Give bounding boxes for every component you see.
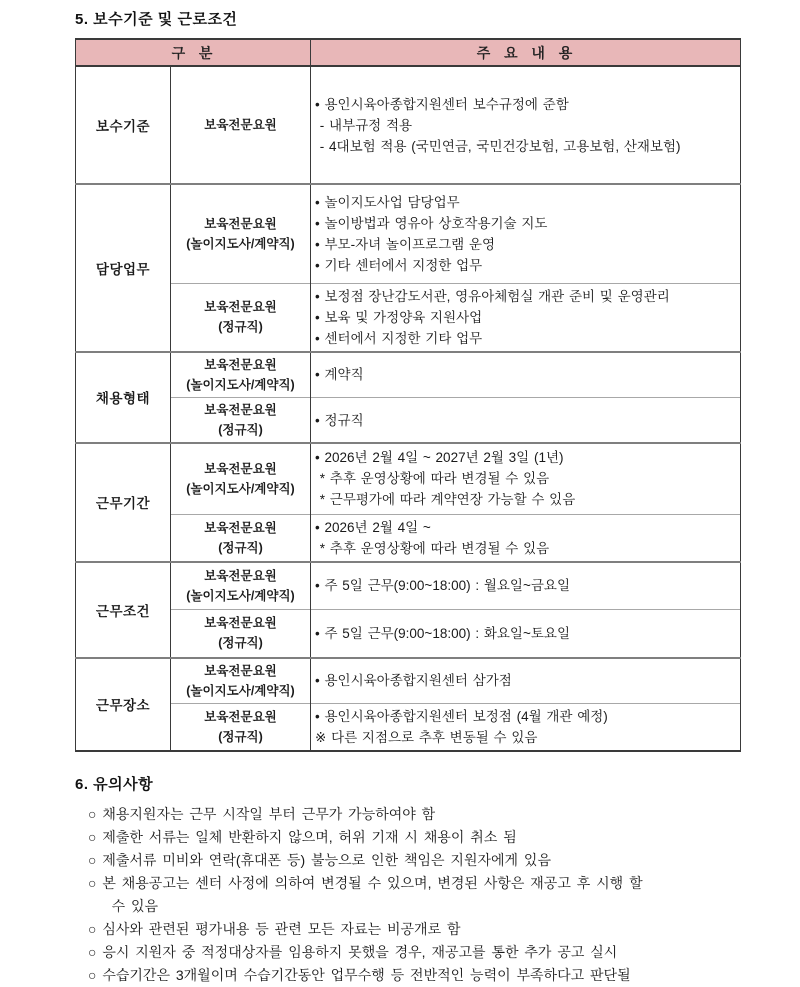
section-title-compensation: 5. 보수기준 및 근로조건 (75, 11, 238, 28)
role-cell (171, 562, 311, 610)
category-cell: 근무장소 (76, 658, 171, 752)
content-cell (311, 352, 741, 398)
content-cell (311, 283, 741, 352)
content-line: • 기타 센터에서 지정한 업무 (315, 257, 483, 273)
category-cell: 보수기준 (76, 66, 171, 184)
role-cell (171, 704, 311, 752)
notes-section (75, 773, 740, 987)
content-cell (311, 66, 741, 184)
notes-list (75, 803, 740, 987)
content-line: • 보육 및 가정양육 지원사업 (315, 309, 483, 325)
compensation-conditions-table (75, 38, 741, 752)
role-cell (171, 443, 311, 514)
role-line: (놀이지도사/계약직) (186, 377, 295, 392)
note-item: ○ 채용지원자는 근무 시작일 부터 근무가 가능하여야 함 (88, 806, 436, 822)
content-line: * 근무평가에 따라 계약연장 가능할 수 있음 (315, 492, 576, 508)
note-item: ○ 제출한 서류는 일체 반환하지 않으며, 허위 기재 시 채용이 취소 됨 (88, 829, 517, 845)
role-line: (정규직) (218, 320, 263, 334)
content-line: • 정규직 (315, 412, 364, 428)
table-header-category: 구 분 (76, 39, 311, 66)
role-line: (놀이지도사/계약직) (186, 481, 295, 496)
role-line: (정규직) (218, 423, 263, 437)
role-line: (놀이지도사/계약직) (186, 683, 295, 698)
section-title-notes: 6. 유의사항 (75, 776, 154, 793)
content-cell (311, 443, 741, 514)
table-header-content: 주 요 내 용 (311, 39, 741, 66)
role-line: 보육전문요원 (204, 216, 277, 231)
content-cell (311, 704, 741, 752)
content-line: • 2026년 2월 4일 ~ 2027년 2월 3일 (1년) (315, 450, 564, 466)
content-cell (311, 184, 741, 283)
role-cell (171, 658, 311, 704)
role-line: (정규직) (218, 540, 263, 555)
role-cell (171, 610, 311, 658)
note-item: ○ 본 채용공고는 센터 사정에 의하여 변경될 수 있으며, 변경된 사항은 재공고 후 시행 할 (88, 875, 643, 891)
note-item: ○ 응시 지원자 중 적정대상자를 임용하지 못했을 경우, 재공고를 통한 추가 공고 실시 (88, 944, 618, 960)
role-line: 보육전문요원 (204, 461, 277, 476)
category-cell: 근무기간 (76, 443, 171, 562)
content-line: • 센터에서 지정한 기타 업무 (315, 330, 483, 346)
content-cell (311, 562, 741, 610)
role-cell (171, 514, 311, 562)
role-line: 보육전문요원 (204, 710, 277, 724)
role-line: 보육전문요원 (204, 520, 277, 535)
content-line: * 추후 운영상황에 따라 변경될 수 있음 (315, 540, 550, 556)
content-line: - 4대보험 적용 (국민연금, 국민건강보험, 고용보험, 산재보험) (315, 138, 681, 154)
role-line: 보육전문요원 (204, 300, 277, 314)
role-line: 보육전문요원 (204, 403, 277, 417)
role-line: 보육전문요원 (204, 357, 277, 372)
role-cell (171, 283, 311, 352)
role-line: 보육전문요원 (204, 616, 277, 631)
role-cell (171, 66, 311, 184)
content-cell (311, 610, 741, 658)
content-line: • 용인시육아종합지원센터 삼가점 (315, 673, 512, 689)
content-line: * 추후 운영상황에 따라 변경될 수 있음 (315, 471, 550, 487)
role-cell (171, 398, 311, 444)
note-item-continuation: 수 있음 (88, 898, 159, 914)
role-line: 보육전문요원 (204, 568, 277, 583)
role-line: (정규직) (218, 636, 263, 651)
note-item: ○ 제출서류 미비와 연락(휴대폰 등) 불능으로 인한 책임은 지원자에게 있음 (88, 852, 551, 868)
role-line: (놀이지도사/계약직) (186, 236, 295, 251)
content-cell (311, 398, 741, 444)
content-cell (311, 658, 741, 704)
content-line: • 용인시육아종합지원센터 보정점 (4월 개관 예정) (315, 709, 608, 724)
content-line: • 놀이방법과 영유아 상호작용기술 지도 (315, 215, 548, 231)
content-line: - 내부규정 적용 (315, 117, 413, 133)
category-cell: 담당업무 (76, 184, 171, 352)
content-line: • 2026년 2월 4일 ~ (315, 519, 431, 535)
note-item: ○ 심사와 관련된 평가내용 등 관련 모든 자료는 비공개로 함 (88, 921, 461, 937)
content-line: • 주 5일 근무(9:00~18:00) : 화요일~토요일 (315, 625, 570, 641)
role-line: 보육전문요원 (204, 663, 277, 678)
content-cell (311, 514, 741, 562)
content-line: • 주 5일 근무(9:00~18:00) : 월요일~금요일 (315, 578, 570, 594)
role-cell (171, 352, 311, 398)
note-item: ○ 수습기간은 3개월이며 수습기간동안 업무수행 등 전반적인 능력이 부족하다고 판단될 (88, 967, 631, 983)
content-line: • 놀이지도사업 담당업무 (315, 194, 460, 210)
content-line: ※ 다른 지점으로 추후 변동될 수 있음 (315, 730, 538, 745)
content-line: • 용인시육아종합지원센터 보수규정에 준함 (315, 96, 569, 112)
content-line: • 부모-자녀 놀이프로그램 운영 (315, 236, 495, 252)
content-line: • 계약직 (315, 367, 364, 383)
role-line: 보육전문요원 (204, 118, 277, 132)
category-cell: 근무조건 (76, 562, 171, 658)
content-line: • 보정점 장난감도서관, 영유아체험실 개관 준비 및 운영관리 (315, 288, 670, 304)
category-cell: 채용형태 (76, 352, 171, 444)
role-cell (171, 184, 311, 283)
role-line: (놀이지도사/계약직) (186, 588, 295, 603)
role-line: (정규직) (218, 730, 263, 744)
